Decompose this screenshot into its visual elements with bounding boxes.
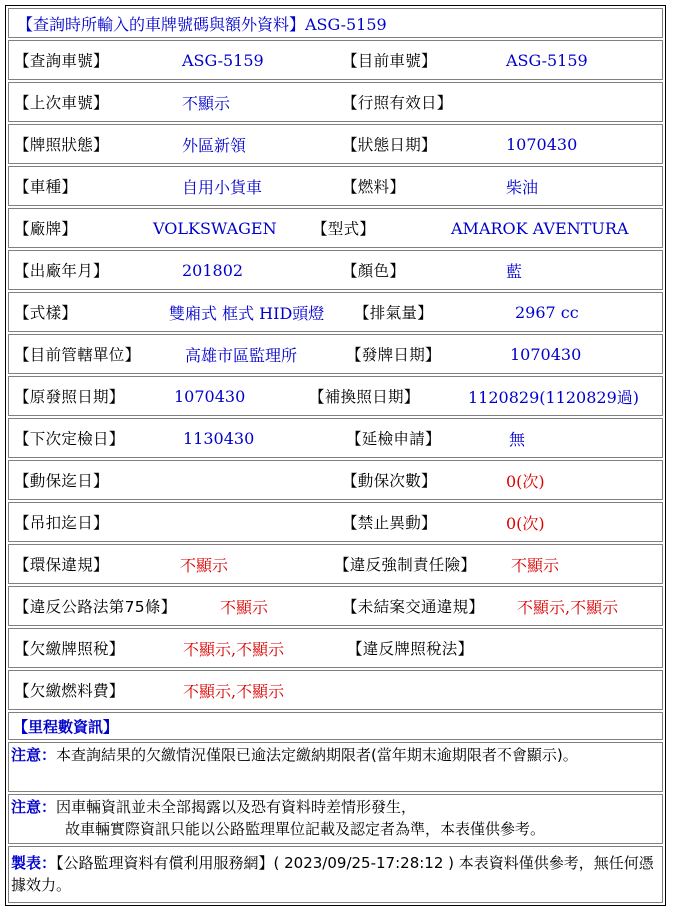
report-title: 【查詢時所輸入的車牌號碼與額外資料】ASG-5159 (17, 14, 387, 34)
title-row (8, 8, 663, 38)
note-disclaimer-label: 注意： (11, 798, 57, 816)
value-query-plate: ASG-5159 (182, 50, 264, 70)
label-manufacture-date: 【出廠年月】 (14, 262, 109, 280)
note-arrears-label: 注意： (11, 746, 57, 764)
value-color: 藍 (506, 261, 523, 281)
value-model: AMAROK AVENTURA (451, 218, 629, 238)
label-inspection-extension: 【延檢申請】 (346, 430, 441, 448)
value-open-traffic-violation: 不顯示,不顯示 (517, 597, 619, 617)
row-plate (8, 40, 663, 80)
value-status-date: 1070430 (506, 134, 578, 154)
row-license-tax-arrears (8, 628, 663, 668)
value-insurance-violation: 不顯示 (511, 555, 560, 575)
mileage-info-heading: 【里程數資訊】 (13, 717, 119, 736)
note-producer-text: 【公路監理資料有償利用服務網】( 2023/09/25-17:28:12 ) 本表資料僅供參考，無任何憑據效力。 (11, 854, 654, 894)
label-plate-status: 【牌照狀態】 (14, 136, 109, 154)
row-body-style (8, 292, 663, 332)
label-fuel: 【燃料】 (342, 178, 406, 196)
note-arrears-text: 本查詢結果的欠繳情況僅限已逾法定繳納期限者(當年期末逾期限者不會顯示)。 (56, 746, 578, 764)
note-disclaimer (8, 794, 663, 844)
label-lien-count: 【動保次數】 (342, 472, 437, 490)
value-manufacture-date: 201802 (182, 260, 244, 280)
row-mileage (8, 712, 663, 740)
value-license-tax-arrears: 不顯示,不顯示 (183, 639, 285, 659)
value-inspection-extension: 無 (509, 429, 526, 449)
label-environmental-violation: 【環保違規】 (14, 556, 109, 574)
label-suspension-expiry: 【吊扣迄日】 (14, 514, 109, 532)
label-previous-plate: 【上次車號】 (14, 94, 109, 112)
label-license-tax-violation: 【違反牌照稅法】 (347, 640, 474, 658)
value-previous-plate: 不顯示 (182, 93, 231, 113)
value-brand: VOLKSWAGEN (153, 218, 277, 238)
value-fuel-fee-arrears: 不顯示,不顯示 (183, 681, 285, 701)
row-brand (8, 208, 663, 248)
value-highway-law-violation: 不顯示 (220, 597, 269, 617)
row-next-inspection (8, 418, 663, 458)
label-next-inspection: 【下次定檢日】 (14, 430, 125, 448)
row-fuel-fee-arrears (8, 670, 663, 710)
label-status-date: 【狀態日期】 (342, 136, 437, 154)
value-replacement-date: 1120829(1120829過) (468, 387, 640, 407)
label-color: 【顏色】 (342, 262, 406, 280)
value-environmental-violation: 不顯示 (180, 555, 229, 575)
label-replacement-date: 【補換照日期】 (309, 388, 420, 406)
note-arrears (8, 742, 663, 792)
note-disclaimer-line2: 故車輛實際資訊只能以公路監理單位記載及認定者為準，本表僅供參考。 (65, 820, 546, 838)
label-brand: 【廠牌】 (14, 220, 78, 238)
value-body-style: 雙廂式 框式 HID頭燈 (169, 303, 325, 323)
value-current-plate: ASG-5159 (506, 50, 588, 70)
value-displacement: 2967 cc (515, 302, 579, 322)
value-original-license-date: 1070430 (174, 386, 246, 406)
row-highway-law-violation (8, 586, 663, 626)
label-jurisdiction: 【目前管轄單位】 (14, 346, 141, 364)
value-vehicle-type: 自用小貨車 (182, 177, 263, 197)
label-license-valid-date: 【行照有效日】 (342, 94, 453, 112)
row-lien-expiry (8, 460, 663, 500)
row-jurisdiction (8, 334, 663, 374)
label-license-tax-arrears: 【欠繳牌照稅】 (14, 640, 125, 658)
note-producer-label: 製表： (11, 854, 57, 872)
row-suspension-expiry (8, 502, 663, 542)
value-fuel: 柴油 (506, 177, 539, 197)
label-fuel-fee-arrears: 【欠繳燃料費】 (14, 682, 125, 700)
label-highway-law-violation: 【違反公路法第75條】 (14, 598, 177, 616)
value-transfer-prohibited: 0(次) (506, 513, 545, 533)
report-table (5, 5, 666, 906)
label-issue-date: 【發牌日期】 (346, 346, 441, 364)
value-lien-count: 0(次) (506, 471, 545, 491)
label-body-style: 【式樣】 (14, 304, 78, 322)
label-vehicle-type: 【車種】 (14, 178, 78, 196)
value-jurisdiction: 高雄市區監理所 (185, 345, 298, 365)
note-disclaimer-line1: 因車輛資訊並未全部揭露以及恐有資料時差情形發生， (56, 798, 417, 816)
row-environmental-violation (8, 544, 663, 584)
row-vehicle-type (8, 166, 663, 206)
value-issue-date: 1070430 (510, 344, 582, 364)
label-open-traffic-violation: 【未結案交通違規】 (342, 598, 485, 616)
label-query-plate: 【查詢車號】 (14, 52, 109, 70)
value-plate-status: 外區新領 (182, 135, 247, 155)
row-original-license-date (8, 376, 663, 416)
row-plate-status (8, 124, 663, 164)
label-model: 【型式】 (312, 220, 376, 238)
row-previous-plate (8, 82, 663, 122)
label-lien-expiry: 【動保迄日】 (14, 472, 109, 490)
label-current-plate: 【目前車號】 (342, 52, 437, 70)
label-insurance-violation: 【違反強制責任險】 (334, 556, 477, 574)
label-original-license-date: 【原發照日期】 (14, 388, 125, 406)
note-producer (8, 846, 663, 903)
label-displacement: 【排氣量】 (354, 304, 434, 322)
value-next-inspection: 1130430 (183, 428, 255, 448)
row-manufacture-date (8, 250, 663, 290)
label-transfer-prohibited: 【禁止異動】 (342, 514, 437, 532)
